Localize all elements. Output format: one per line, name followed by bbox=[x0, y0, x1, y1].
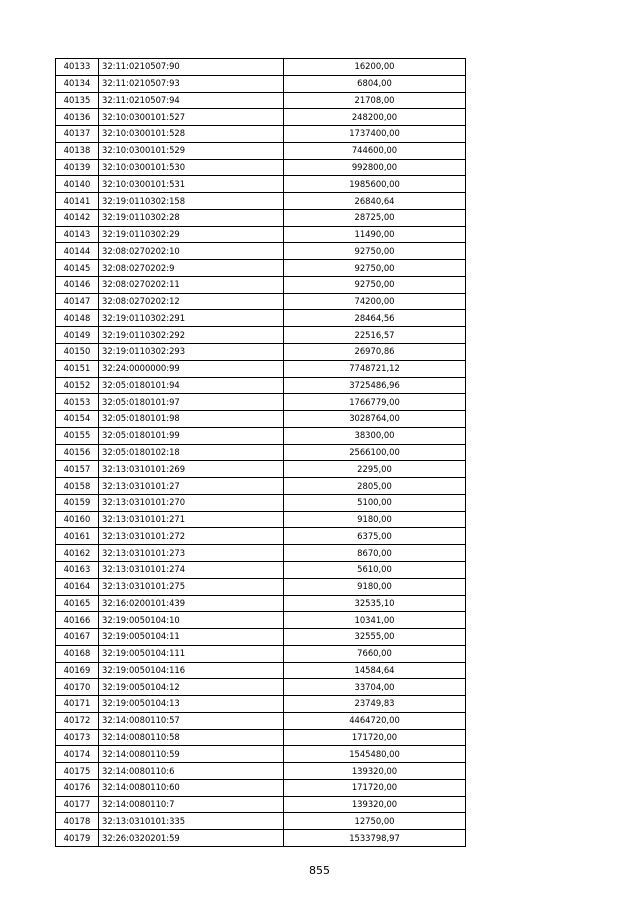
table-row bbox=[56, 260, 466, 277]
cadastral-number-cell: 32:13:0310101:269 bbox=[99, 461, 284, 478]
table-row bbox=[56, 293, 466, 310]
row-number-cell: 40164 bbox=[56, 578, 99, 595]
cadastral-number-cell: 32:05:0180101:98 bbox=[99, 411, 284, 428]
cadastral-number-cell: 32:11:0210507:94 bbox=[99, 92, 284, 109]
value-cell: 744600,00 bbox=[284, 142, 466, 159]
value-cell: 992800,00 bbox=[284, 159, 466, 176]
row-number-cell: 40153 bbox=[56, 394, 99, 411]
cadastral-number-cell: 32:14:0080110:58 bbox=[99, 729, 284, 746]
registry-table bbox=[55, 58, 466, 847]
cadastral-number-cell: 32:19:0050104:11 bbox=[99, 629, 284, 646]
cadastral-number-cell: 32:19:0110302:293 bbox=[99, 344, 284, 361]
cadastral-number-cell: 32:13:0310101:27 bbox=[99, 478, 284, 495]
row-number-cell: 40155 bbox=[56, 427, 99, 444]
value-cell: 3028764,00 bbox=[284, 411, 466, 428]
cadastral-number-cell: 32:19:0110302:292 bbox=[99, 327, 284, 344]
value-cell: 92750,00 bbox=[284, 243, 466, 260]
table-row bbox=[56, 763, 466, 780]
row-number-cell: 40173 bbox=[56, 729, 99, 746]
value-cell: 74200,00 bbox=[284, 293, 466, 310]
row-number-cell: 40174 bbox=[56, 746, 99, 763]
row-number-cell: 40154 bbox=[56, 411, 99, 428]
table-row bbox=[56, 176, 466, 193]
table-row bbox=[56, 377, 466, 394]
row-number-cell: 40144 bbox=[56, 243, 99, 260]
table-row bbox=[56, 796, 466, 813]
value-cell: 38300,00 bbox=[284, 427, 466, 444]
value-cell: 4464720,00 bbox=[284, 712, 466, 729]
cadastral-number-cell: 32:26:0320201:59 bbox=[99, 830, 284, 847]
table-row bbox=[56, 75, 466, 92]
value-cell: 5100,00 bbox=[284, 494, 466, 511]
row-number-cell: 40169 bbox=[56, 662, 99, 679]
value-cell: 28725,00 bbox=[284, 209, 466, 226]
cadastral-number-cell: 32:19:0050104:12 bbox=[99, 679, 284, 696]
table-row bbox=[56, 478, 466, 495]
cadastral-number-cell: 32:13:0310101:271 bbox=[99, 511, 284, 528]
row-number-cell: 40137 bbox=[56, 126, 99, 143]
row-number-cell: 40136 bbox=[56, 109, 99, 126]
cadastral-number-cell: 32:19:0050104:13 bbox=[99, 696, 284, 713]
table-row bbox=[56, 645, 466, 662]
row-number-cell: 40150 bbox=[56, 344, 99, 361]
table-row bbox=[56, 394, 466, 411]
value-cell: 6375,00 bbox=[284, 528, 466, 545]
cadastral-number-cell: 32:19:0050104:10 bbox=[99, 612, 284, 629]
table-row bbox=[56, 126, 466, 143]
value-cell: 22516,57 bbox=[284, 327, 466, 344]
cadastral-number-cell: 32:14:0080110:57 bbox=[99, 712, 284, 729]
cadastral-number-cell: 32:19:0110302:158 bbox=[99, 193, 284, 210]
row-number-cell: 40142 bbox=[56, 209, 99, 226]
cadastral-number-cell: 32:14:0080110:59 bbox=[99, 746, 284, 763]
row-number-cell: 40145 bbox=[56, 260, 99, 277]
cadastral-number-cell: 32:19:0110302:29 bbox=[99, 226, 284, 243]
table-row bbox=[56, 411, 466, 428]
cadastral-number-cell: 32:19:0110302:28 bbox=[99, 209, 284, 226]
cadastral-number-cell: 32:10:0300101:530 bbox=[99, 159, 284, 176]
cadastral-number-cell: 32:19:0050104:116 bbox=[99, 662, 284, 679]
value-cell: 1985600,00 bbox=[284, 176, 466, 193]
row-number-cell: 40140 bbox=[56, 176, 99, 193]
row-number-cell: 40170 bbox=[56, 679, 99, 696]
cadastral-number-cell: 32:08:0270202:12 bbox=[99, 293, 284, 310]
cadastral-number-cell: 32:13:0310101:275 bbox=[99, 578, 284, 595]
row-number-cell: 40135 bbox=[56, 92, 99, 109]
row-number-cell: 40176 bbox=[56, 779, 99, 796]
value-cell: 26970,86 bbox=[284, 344, 466, 361]
table-row bbox=[56, 561, 466, 578]
row-number-cell: 40165 bbox=[56, 595, 99, 612]
value-cell: 6804,00 bbox=[284, 75, 466, 92]
value-cell: 1766779,00 bbox=[284, 394, 466, 411]
value-cell: 7748721,12 bbox=[284, 360, 466, 377]
table-row bbox=[56, 595, 466, 612]
row-number-cell: 40162 bbox=[56, 545, 99, 562]
row-number-cell: 40161 bbox=[56, 528, 99, 545]
table-row bbox=[56, 142, 466, 159]
row-number-cell: 40156 bbox=[56, 444, 99, 461]
row-number-cell: 40160 bbox=[56, 511, 99, 528]
table-row bbox=[56, 629, 466, 646]
row-number-cell: 40134 bbox=[56, 75, 99, 92]
table-row bbox=[56, 59, 466, 76]
value-cell: 14584,64 bbox=[284, 662, 466, 679]
value-cell: 1533798,97 bbox=[284, 830, 466, 847]
value-cell: 2805,00 bbox=[284, 478, 466, 495]
table-row bbox=[56, 511, 466, 528]
table-row bbox=[56, 729, 466, 746]
row-number-cell: 40139 bbox=[56, 159, 99, 176]
cadastral-number-cell: 32:13:0310101:335 bbox=[99, 813, 284, 830]
cadastral-number-cell: 32:14:0080110:7 bbox=[99, 796, 284, 813]
row-number-cell: 40133 bbox=[56, 59, 99, 76]
value-cell: 32555,00 bbox=[284, 629, 466, 646]
table-row bbox=[56, 712, 466, 729]
table-row bbox=[56, 545, 466, 562]
row-number-cell: 40175 bbox=[56, 763, 99, 780]
value-cell: 16200,00 bbox=[284, 59, 466, 76]
cadastral-number-cell: 32:10:0300101:529 bbox=[99, 142, 284, 159]
cadastral-number-cell: 32:05:0180101:99 bbox=[99, 427, 284, 444]
row-number-cell: 40138 bbox=[56, 142, 99, 159]
value-cell: 8670,00 bbox=[284, 545, 466, 562]
table-row bbox=[56, 612, 466, 629]
row-number-cell: 40152 bbox=[56, 377, 99, 394]
value-cell: 1545480,00 bbox=[284, 746, 466, 763]
table-row bbox=[56, 662, 466, 679]
value-cell: 3725486,96 bbox=[284, 377, 466, 394]
row-number-cell: 40172 bbox=[56, 712, 99, 729]
value-cell: 11490,00 bbox=[284, 226, 466, 243]
value-cell: 1737400,00 bbox=[284, 126, 466, 143]
value-cell: 28464,56 bbox=[284, 310, 466, 327]
row-number-cell: 40166 bbox=[56, 612, 99, 629]
value-cell: 92750,00 bbox=[284, 276, 466, 293]
table-row bbox=[56, 310, 466, 327]
row-number-cell: 40179 bbox=[56, 830, 99, 847]
row-number-cell: 40171 bbox=[56, 696, 99, 713]
value-cell: 9180,00 bbox=[284, 511, 466, 528]
cadastral-number-cell: 32:13:0310101:272 bbox=[99, 528, 284, 545]
cadastral-number-cell: 32:13:0310101:270 bbox=[99, 494, 284, 511]
table-row bbox=[56, 679, 466, 696]
value-cell: 248200,00 bbox=[284, 109, 466, 126]
table-row bbox=[56, 494, 466, 511]
cadastral-number-cell: 32:14:0080110:60 bbox=[99, 779, 284, 796]
value-cell: 26840,64 bbox=[284, 193, 466, 210]
table-row bbox=[56, 578, 466, 595]
table-row bbox=[56, 696, 466, 713]
row-number-cell: 40158 bbox=[56, 478, 99, 495]
cadastral-number-cell: 32:10:0300101:531 bbox=[99, 176, 284, 193]
table-row bbox=[56, 746, 466, 763]
table-row bbox=[56, 159, 466, 176]
value-cell: 5610,00 bbox=[284, 561, 466, 578]
row-number-cell: 40163 bbox=[56, 561, 99, 578]
row-number-cell: 40167 bbox=[56, 629, 99, 646]
cadastral-number-cell: 32:13:0310101:273 bbox=[99, 545, 284, 562]
table-row bbox=[56, 461, 466, 478]
value-cell: 32535,10 bbox=[284, 595, 466, 612]
cadastral-number-cell: 32:11:0210507:93 bbox=[99, 75, 284, 92]
row-number-cell: 40177 bbox=[56, 796, 99, 813]
table-row bbox=[56, 528, 466, 545]
cadastral-number-cell: 32:08:0270202:10 bbox=[99, 243, 284, 260]
cadastral-number-cell: 32:05:0180101:97 bbox=[99, 394, 284, 411]
row-number-cell: 40159 bbox=[56, 494, 99, 511]
table-row bbox=[56, 327, 466, 344]
cadastral-number-cell: 32:05:0180101:94 bbox=[99, 377, 284, 394]
row-number-cell: 40148 bbox=[56, 310, 99, 327]
value-cell: 2566100,00 bbox=[284, 444, 466, 461]
table-row bbox=[56, 344, 466, 361]
table-row bbox=[56, 109, 466, 126]
table-row bbox=[56, 779, 466, 796]
cadastral-number-cell: 32:13:0310101:274 bbox=[99, 561, 284, 578]
row-number-cell: 40146 bbox=[56, 276, 99, 293]
cadastral-number-cell: 32:08:0270202:9 bbox=[99, 260, 284, 277]
value-cell: 23749,83 bbox=[284, 696, 466, 713]
value-cell: 171720,00 bbox=[284, 729, 466, 746]
table-row bbox=[56, 92, 466, 109]
cadastral-number-cell: 32:10:0300101:528 bbox=[99, 126, 284, 143]
row-number-cell: 40141 bbox=[56, 193, 99, 210]
value-cell: 12750,00 bbox=[284, 813, 466, 830]
value-cell: 21708,00 bbox=[284, 92, 466, 109]
value-cell: 10341,00 bbox=[284, 612, 466, 629]
value-cell: 139320,00 bbox=[284, 796, 466, 813]
cadastral-number-cell: 32:10:0300101:527 bbox=[99, 109, 284, 126]
row-number-cell: 40178 bbox=[56, 813, 99, 830]
table-row bbox=[56, 226, 466, 243]
value-cell: 171720,00 bbox=[284, 779, 466, 796]
table-row bbox=[56, 813, 466, 830]
page-number: 855 bbox=[309, 864, 330, 877]
cadastral-number-cell: 32:24:0000000:99 bbox=[99, 360, 284, 377]
value-cell: 33704,00 bbox=[284, 679, 466, 696]
value-cell: 7660,00 bbox=[284, 645, 466, 662]
table-row bbox=[56, 193, 466, 210]
cadastral-number-cell: 32:11:0210507:90 bbox=[99, 59, 284, 76]
row-number-cell: 40157 bbox=[56, 461, 99, 478]
table-row bbox=[56, 276, 466, 293]
value-cell: 92750,00 bbox=[284, 260, 466, 277]
row-number-cell: 40149 bbox=[56, 327, 99, 344]
cadastral-number-cell: 32:16:0200101:439 bbox=[99, 595, 284, 612]
table-row bbox=[56, 209, 466, 226]
table-row bbox=[56, 830, 466, 847]
table-row bbox=[56, 243, 466, 260]
value-cell: 2295,00 bbox=[284, 461, 466, 478]
cadastral-number-cell: 32:19:0110302:291 bbox=[99, 310, 284, 327]
value-cell: 139320,00 bbox=[284, 763, 466, 780]
row-number-cell: 40143 bbox=[56, 226, 99, 243]
registry-table-body bbox=[56, 59, 466, 847]
cadastral-number-cell: 32:19:0050104:111 bbox=[99, 645, 284, 662]
cadastral-number-cell: 32:05:0180102:18 bbox=[99, 444, 284, 461]
row-number-cell: 40147 bbox=[56, 293, 99, 310]
value-cell: 9180,00 bbox=[284, 578, 466, 595]
table-row bbox=[56, 427, 466, 444]
table-row bbox=[56, 360, 466, 377]
cadastral-number-cell: 32:08:0270202:11 bbox=[99, 276, 284, 293]
row-number-cell: 40168 bbox=[56, 645, 99, 662]
row-number-cell: 40151 bbox=[56, 360, 99, 377]
table-row bbox=[56, 444, 466, 461]
cadastral-number-cell: 32:14:0080110:6 bbox=[99, 763, 284, 780]
